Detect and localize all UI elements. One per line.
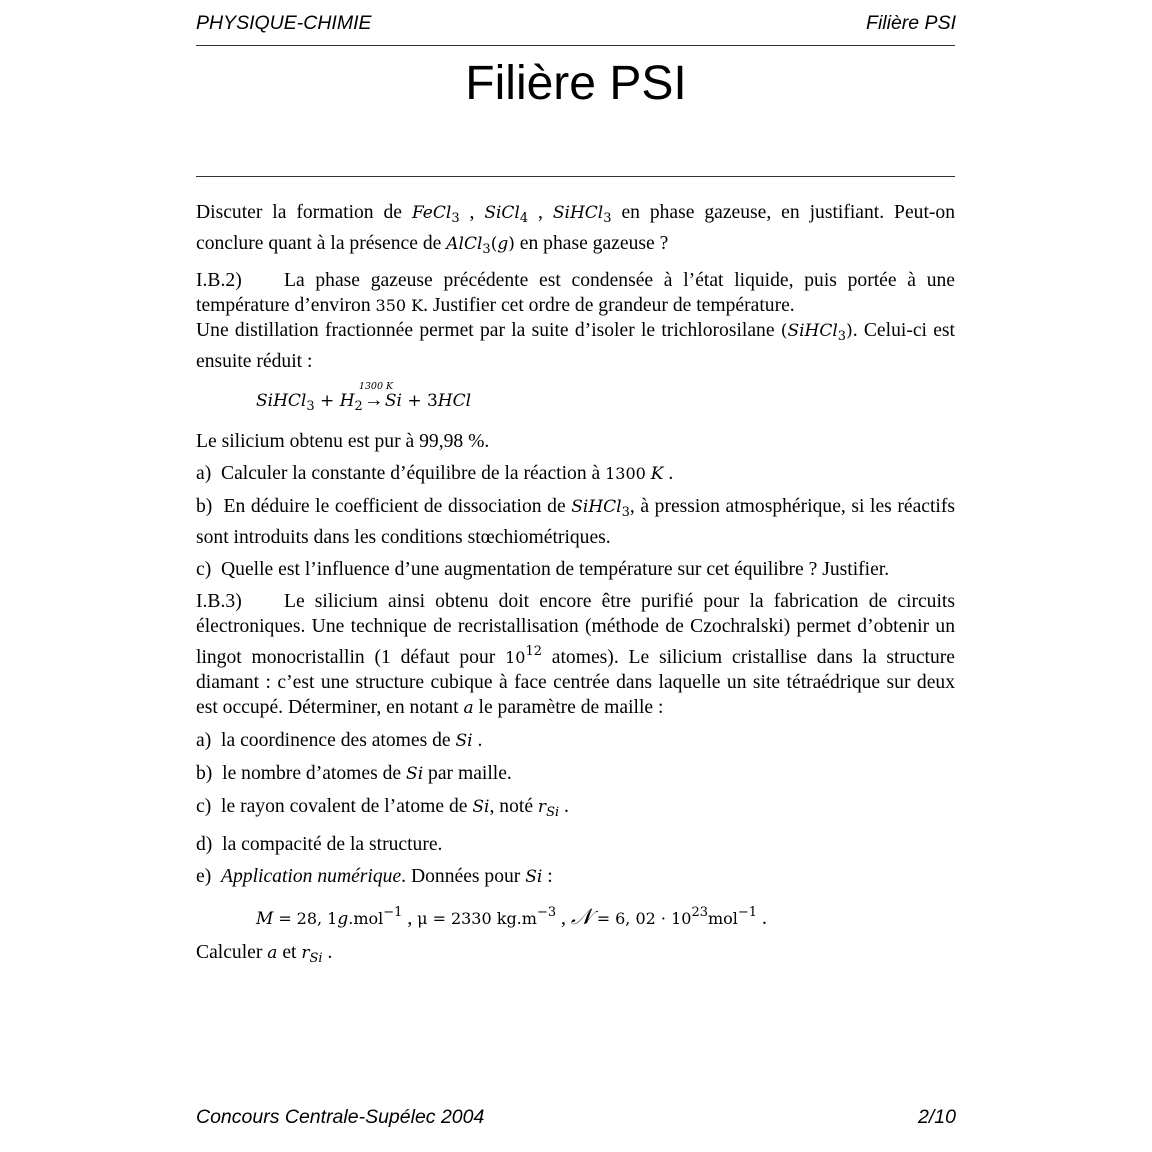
reaction-arrow: 1300 K → bbox=[358, 381, 394, 411]
footer-exam: Concours Centrale-Supélec 2004 bbox=[196, 1106, 485, 1128]
header-divider bbox=[196, 45, 955, 46]
purity-statement: Le silicium obtenu est pur à 99,98 %. bbox=[196, 431, 490, 452]
section-label: I.B.2) bbox=[196, 270, 242, 291]
document-body bbox=[196, 200, 955, 971]
header-subject: PHYSIQUE-CHIMIE bbox=[196, 12, 372, 34]
question-ib2-a: a) Calculer la constante d’équilibre de la réaction à 1300 K . bbox=[196, 463, 674, 484]
question-ib3-b: b) le nombre d’atomes de Si par maille. bbox=[196, 763, 512, 784]
section-label: I.B.3) bbox=[196, 591, 242, 612]
numerical-data-equation: M = 28, 1g.mol$^{-1}$ , μ = 2330 $kg.m^{-3}$ , 𝒩 = 6, $02 \cdot 10^{23}mol^{-1}$ . bbox=[256, 905, 767, 930]
title-divider bbox=[196, 176, 955, 177]
paragraph-distillation: Une distillation fractionnée permet par la suite d’isoler le trichlorosilane (SiHCl$_3$). Celui-ci est ensuite réduit : bbox=[196, 320, 955, 372]
question-ib3-d: d) la compacité de la structure. bbox=[196, 834, 443, 855]
header-track: Filière PSI bbox=[866, 12, 956, 34]
question-ib3-e: e) Application numérique. Données pour Si : bbox=[196, 866, 553, 887]
question-ib3-a: a) la coordinence des atomes de Si . bbox=[196, 730, 483, 751]
page-title: Filière PSI bbox=[465, 57, 687, 110]
section-ib3: I.B.3) Le silicium ainsi obtenu doit encore être purifié pour la fabrication de circuits électroniques. Une technique de recristallisation (méthode de Czochralski) permet d’obtenir un lingot monocristallin (1 défaut pour $10^{12}$ atomes). Le silicium cristallise dans la structure diamant : c’est une structure cubique à face centrée dans laquelle un site tétraédrique sur deux est occupé. Déterminer, en notant a le paramètre de maille : bbox=[196, 591, 955, 718]
footer-page-number: 2/10 bbox=[918, 1106, 956, 1128]
section-ib2: I.B.2) La phase gazeuse précédente est condensée à l’état liquide, puis portée à une température d’environ 350 K. Justifier cet ordre de grandeur de température. bbox=[196, 270, 955, 316]
question-ib3-c: c) le rayon covalent de l’atome de Si, noté $r_{Si}$ . bbox=[196, 796, 569, 820]
final-question: Calculer a et $r_{Si}$ . bbox=[196, 942, 333, 966]
question-ib2-b: b) En déduire le coefficient de dissociation de SiHCl$_3$, à pression atmosphérique, si les réactifs sont introduits dans les conditions stœchiométriques. bbox=[196, 496, 956, 548]
reaction-equation: SiHCl$_3$ + $H_2$ 1300 K →Si + 3HCl bbox=[256, 381, 472, 414]
paragraph-formation: Discuter la formation de FeCl$_3$ , SiCl$_4$ , SiHCl$_3$ en phase gazeuse, en justifiant. Peut-on conclure quant à la présence de AlCl$_3$(g) en phase gazeuse ? bbox=[196, 202, 956, 257]
question-ib2-c: c) Quelle est l’influence d’une augmentation de température sur cet équilibre ? Justifier. bbox=[196, 559, 890, 580]
